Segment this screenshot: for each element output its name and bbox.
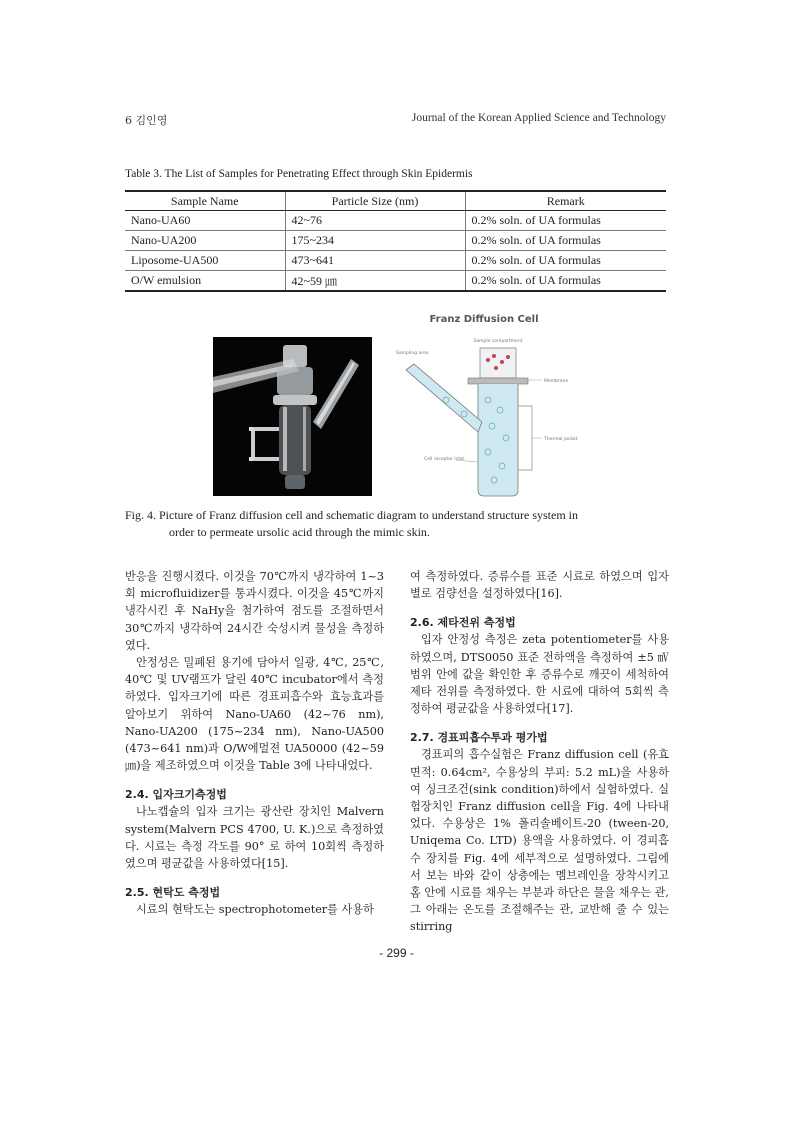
table-caption: Table 3. The List of Samples for Penetrating Effect through Skin Epidermis: [125, 168, 473, 180]
table-cell: Nano-UA200: [125, 231, 285, 251]
franz-cell-diagram: [376, 310, 591, 502]
body-paragraph: 안정성은 밀폐된 용기에 담아서 일광, 4℃, 25℃, 40℃ 및 UV램프가 달린 40℃ incubator에서 측정하였다. 입자크기에 따른 경표피흡수와 효능효과를 알아보기 위하여 Nano-UA60 (42~76 nm), Nano-UA200 (175~234 nm), Nano-UA500 (473~641 nm)과 O/W에멀젼 UA50000 (42~59 ㎛)을 제조하였으며 이것을 Table 3에 나타내었다.: [125, 656, 384, 773]
section-heading-2-6: 2.6. 제타전위 측정법: [410, 616, 516, 630]
body-paragraph: 나노캡슐의 입자 크기는 광산란 장치인 Malvern system(Malvern PCS 4700, U. K.)으로 측정하였다. 시료는 측정 각도를 90° 로 하여 10회씩 측정하였으며 평균값을 사용하였다[15].: [125, 805, 384, 871]
samples-table: [125, 190, 666, 292]
table-row: [125, 271, 666, 292]
section-heading-2-7: 2.7. 경표피흡수투과 평가법: [410, 731, 548, 745]
table-cell: 0.2% soln. of UA formulas: [465, 271, 666, 292]
running-header-journal: Journal of the Korean Applied Science and Technology: [411, 112, 666, 124]
body-paragraph: 반응을 진행시켰다. 이것을 70℃까지 냉각하여 1~3회 microfluidizer를 통과시켰다. 이것을 45℃까지 냉각시킨 후 NaHy을 첨가하여 점도를 조절하면서 30℃까지 냉각하여 24시간 숙성시켜 물성을 측정하였다.: [125, 570, 384, 652]
figure-caption-line1: Fig. 4. Picture of Franz diffusion cell and schematic diagram to understand structure system in: [125, 508, 579, 522]
label-sample-compartment: Sample compartment: [473, 339, 523, 344]
section-heading-2-4: 2.4. 입자크기측정법: [125, 788, 227, 802]
body-paragraph: 여 측정하였다. 증류수를 표준 시료로 하였으며 입자별로 검량선을 설정하였다[16].: [410, 570, 669, 601]
table-cell: 0.2% soln. of UA formulas: [465, 231, 666, 251]
label-cell-receptor: Cell receptor inlet: [424, 457, 465, 462]
franz-cell-photo: [213, 337, 372, 496]
figure-caption-line2: order to permeate ursolic acid through the mimic skin.: [169, 525, 430, 539]
body-paragraph: 시료의 현탁도는 spectrophotometer를 사용하: [136, 903, 374, 917]
label-sampling-area: Sampling area: [396, 351, 429, 356]
label-thermal-jacket: Thermal jacket: [544, 437, 578, 442]
table-cell: Liposome-UA500: [125, 251, 285, 271]
body-paragraph: 경표피의 흡수실험은 Franz diffusion cell (유효면적: 0.64cm², 수용상의 부피: 5.2 mL)을 사용하여 싱크조건(sink condition)하에서 실험하였다. 실험장치인 Franz diffusion cell을 Fig. 4에 나타내었다. 수용상은 1% 폴리솔베이트-20 (tween-20, Uniqema Co. LTD) 용액을 사용하였다. 이 경피흡수 장치를 Fig. 4에 세부적으로 설명하였다. 그림에서 보는 바와 같이 상층에는 멤브레인을 장착시키고 홈 안에 시료를 채우는 부분과 하단은 물을 채우는 관, 그 아래는 온도를 조절해주는 관, 교반해 줄 수 있는 stirring: [410, 748, 669, 934]
figure-caption: [125, 507, 666, 541]
right-column: [410, 568, 669, 936]
table-cell: O/W emulsion: [125, 271, 285, 292]
running-header-author: 6 김인영: [125, 114, 168, 127]
left-column: [125, 568, 384, 918]
table-cell: 175~234: [285, 231, 465, 251]
table-header-cell: Remark: [465, 191, 666, 211]
page-number: - 299 -: [379, 946, 414, 960]
table-cell: 42~59 ㎛: [285, 271, 465, 292]
label-membrane: Membrane: [544, 379, 569, 384]
table-cell: Nano-UA60: [125, 211, 285, 231]
table-cell: 0.2% soln. of UA formulas: [465, 251, 666, 271]
section-heading-2-5: 2.5. 현탁도 측정법: [125, 886, 221, 900]
body-paragraph: 입자 안정성 측정은 zeta potentiometer를 사용하였으며, DTS0050 표준 전하액을 측정하여 ±5 ㎷ 범위 안에 값을 확인한 후 증류수로 깨끗이 세척하여 제타 전위를 측정하였다. 한 시료에 대하여 5회씩 측정하여 평균값을 사용하였다[17].: [410, 633, 669, 716]
table-row: [125, 251, 666, 271]
table-row: [125, 211, 666, 231]
table-header-cell: Particle Size (nm): [285, 191, 465, 211]
table-header-row: [125, 191, 666, 211]
table-header-cell: Sample Name: [125, 191, 285, 211]
table-row: [125, 231, 666, 251]
table-cell: 42~76: [285, 211, 465, 231]
diagram-title: Franz Diffusion Cell: [429, 314, 539, 325]
table-cell: 473~641: [285, 251, 465, 271]
table-cell: 0.2% soln. of UA formulas: [465, 211, 666, 231]
